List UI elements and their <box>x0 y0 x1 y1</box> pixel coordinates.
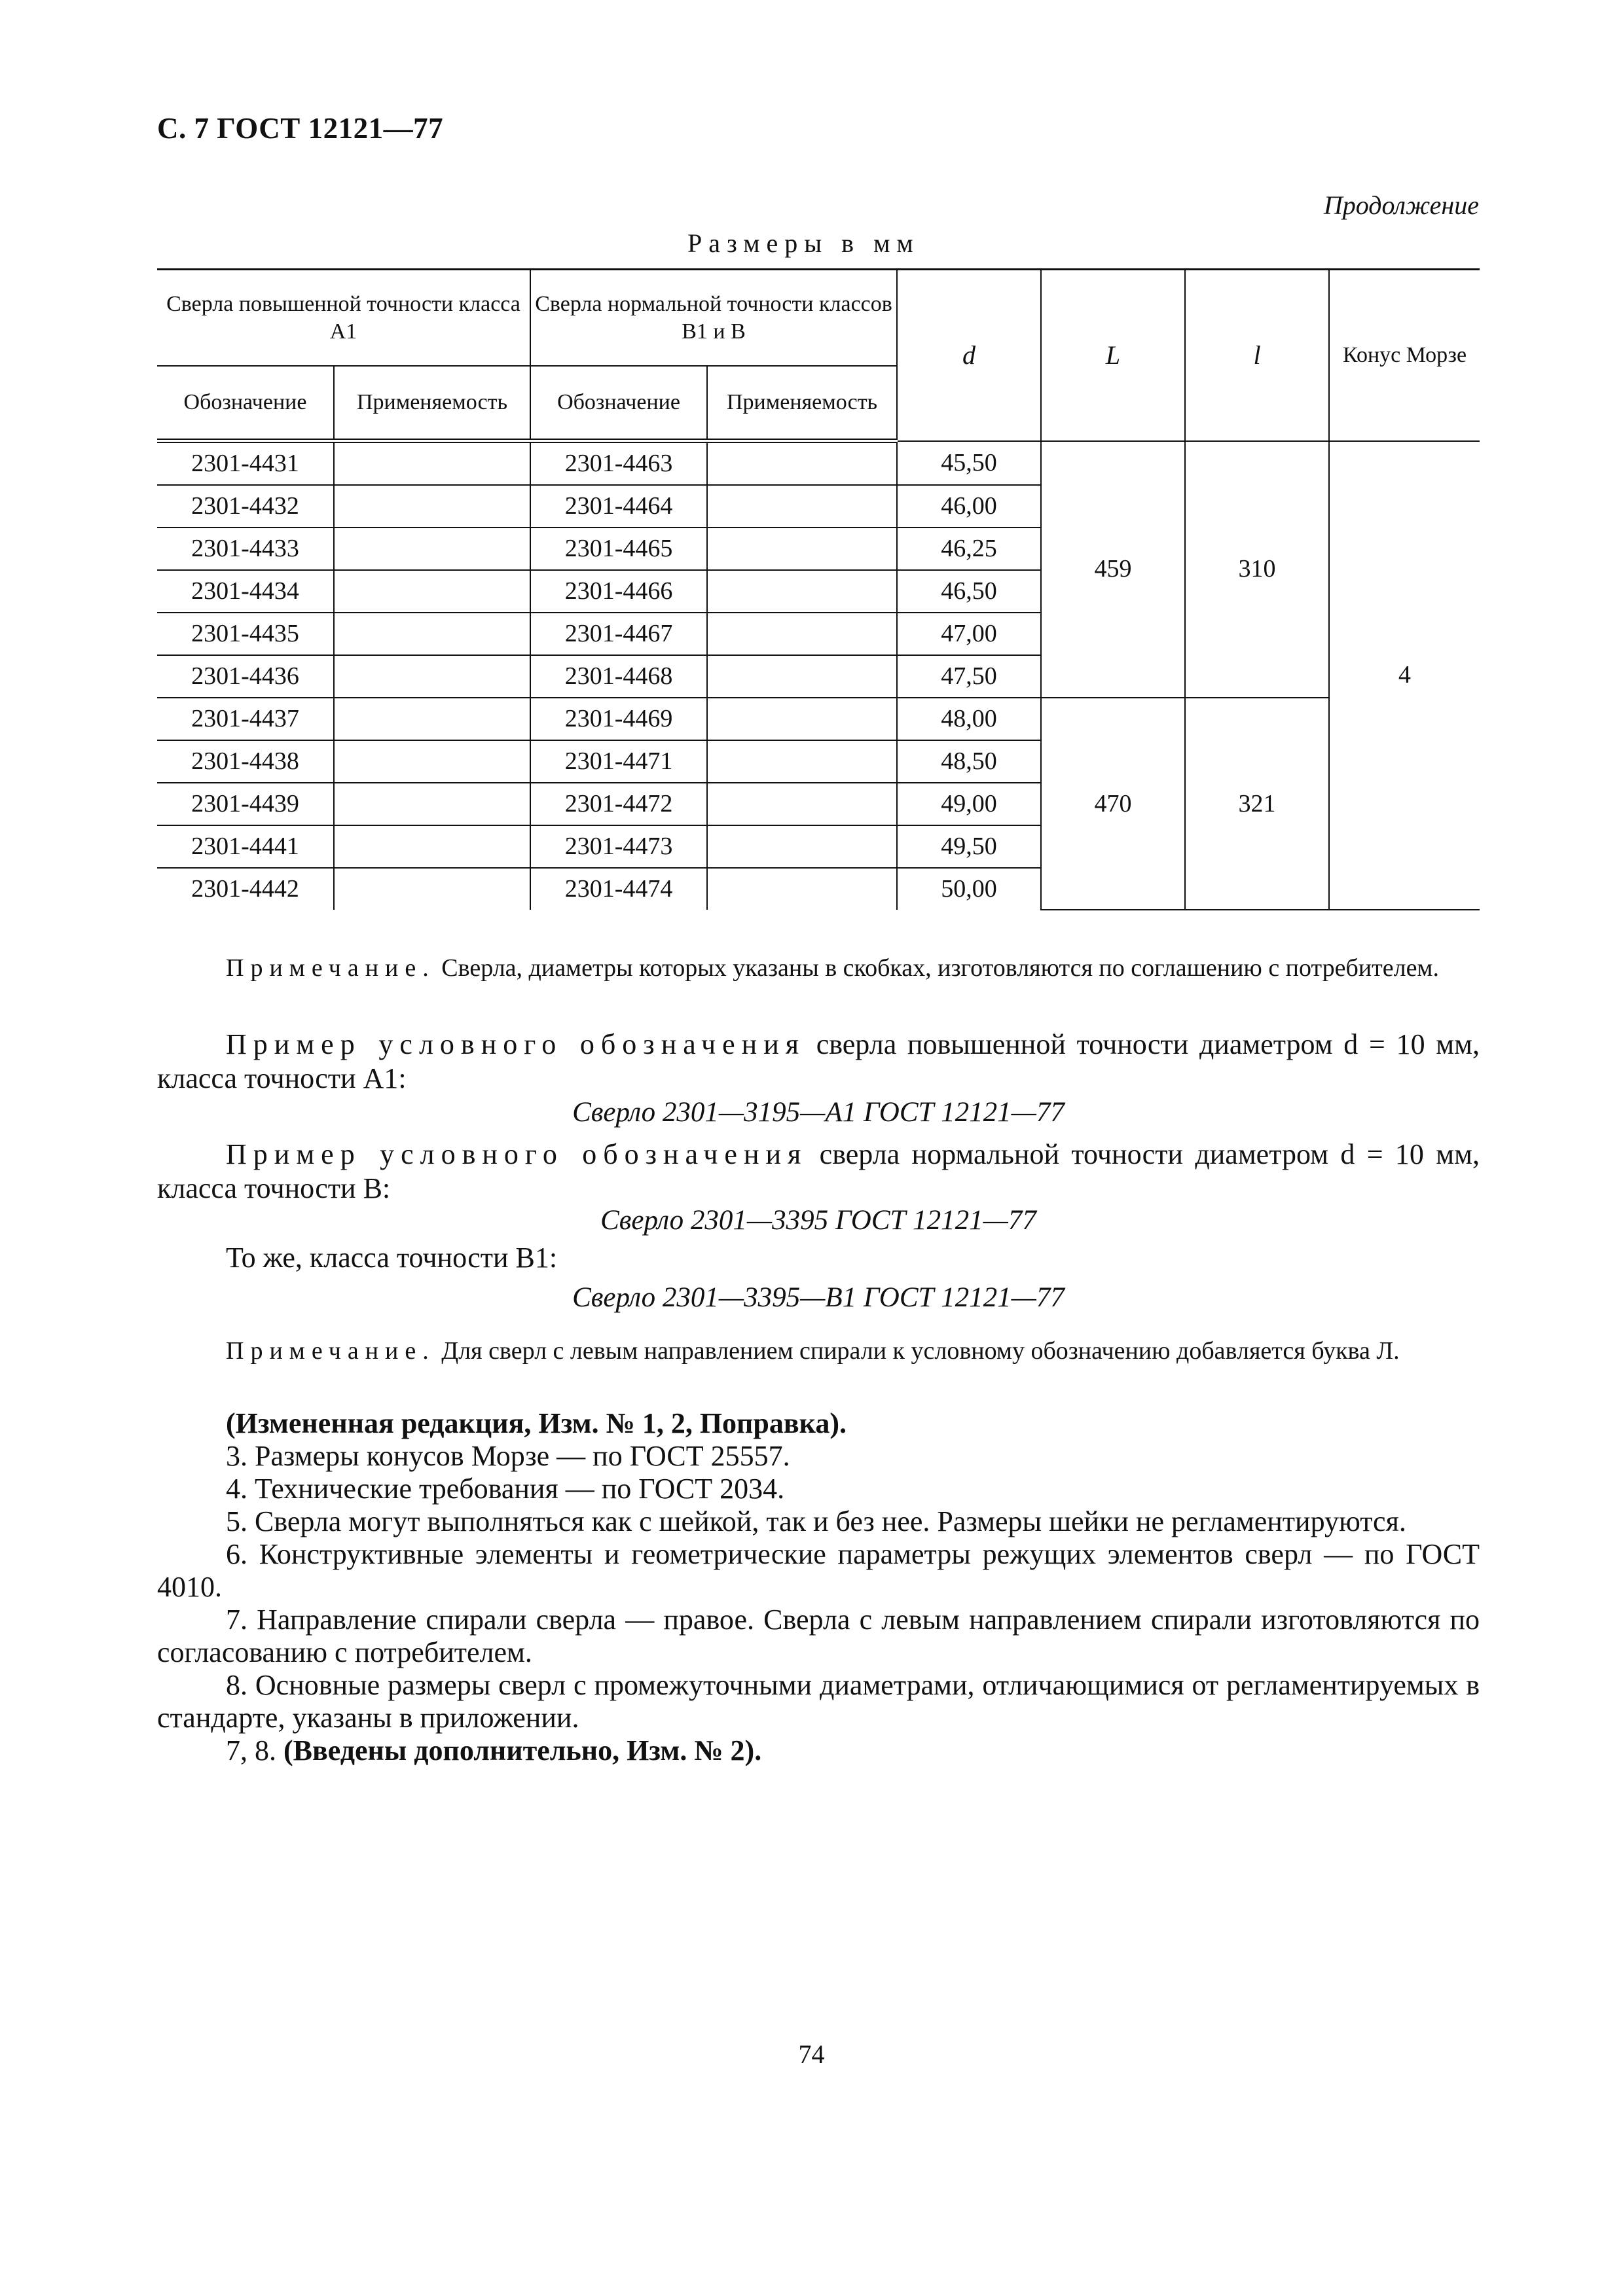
L-cell: 459 <box>1041 441 1185 698</box>
formula-a1: Сверло 2301—3195—А1 ГОСТ 12121—77 <box>572 1097 1065 1128</box>
a1-designation-cell: 2301-4431 <box>157 441 334 486</box>
a1-designation-cell: 2301-4442 <box>157 868 334 910</box>
d-cell: 48,00 <box>897 698 1041 740</box>
a1-applicability-cell <box>334 613 530 655</box>
b-applicability-cell <box>707 441 897 486</box>
b-designation-cell: 2301-4466 <box>530 570 707 613</box>
morse-cone-cell: 4 <box>1329 441 1480 910</box>
header-b-applicability: Применяемость <box>707 366 897 441</box>
example-text: сверла нормальной точности диаметром d = 10 мм, класса точности В: <box>157 1138 1480 1204</box>
a1-applicability-cell <box>334 441 530 486</box>
formula-b: Сверло 2301—3395 ГОСТ 12121—77 <box>600 1205 1036 1236</box>
l-cell: 321 <box>1185 698 1329 910</box>
item-7-8-prefix: 7, 8. <box>226 1734 283 1767</box>
note-left-spiral <box>157 1335 1480 1367</box>
item-7: 7. Направление спирали сверла — правое. Сверла с левым направлением спирали изготовляются по согласованию с потребителем. <box>157 1604 1480 1668</box>
d-cell: 46,50 <box>897 570 1041 613</box>
b-designation-cell: 2301-4474 <box>530 868 707 910</box>
a1-applicability-cell <box>334 698 530 740</box>
b-applicability-cell <box>707 570 897 613</box>
a1-designation-cell: 2301-4439 <box>157 783 334 825</box>
item-6: 6. Конструктивные элементы и геометрические параметры режущих элементов сверл — по ГОСТ 4010. <box>157 1538 1480 1603</box>
b-applicability-cell <box>707 613 897 655</box>
l-cell: 310 <box>1185 441 1329 698</box>
item-5: 5. Сверла могут выполняться как с шейкой, так и без нее. Размеры шейки не регламентируются. <box>226 1505 1406 1537</box>
formula-b1: Сверло 2301—3395—В1 ГОСТ 12121—77 <box>572 1282 1065 1313</box>
table-row <box>157 441 1480 486</box>
d-cell: 46,00 <box>897 485 1041 528</box>
header-b-designation: Обозначение <box>530 366 707 441</box>
d-cell: 47,50 <box>897 655 1041 698</box>
header-morse-cone: Конус Морзе <box>1329 270 1480 441</box>
table-row <box>157 698 1480 740</box>
a1-applicability-cell <box>334 570 530 613</box>
b-designation-cell: 2301-4472 <box>530 783 707 825</box>
d-cell: 49,50 <box>897 825 1041 868</box>
a1-applicability-cell <box>334 783 530 825</box>
note-text: Для сверл с левым направлением спирали к условному обозначению добавляется буква Л. <box>435 1337 1400 1365</box>
example-label: Пример условного обозначения <box>226 1138 808 1170</box>
header-a1-applicability: Применяемость <box>334 366 530 441</box>
a1-designation-cell: 2301-4434 <box>157 570 334 613</box>
a1-designation-cell: 2301-4432 <box>157 485 334 528</box>
L-cell: 470 <box>1041 698 1185 910</box>
b-applicability-cell <box>707 698 897 740</box>
drill-dimensions-table <box>157 268 1480 910</box>
header-a1-designation: Обозначение <box>157 366 334 441</box>
d-cell: 45,50 <box>897 441 1041 486</box>
a1-designation-cell: 2301-4437 <box>157 698 334 740</box>
b-applicability-cell <box>707 485 897 528</box>
b-designation-cell: 2301-4468 <box>530 655 707 698</box>
a1-designation-cell: 2301-4441 <box>157 825 334 868</box>
b-applicability-cell <box>707 783 897 825</box>
note-label: Примечание. <box>226 1337 435 1365</box>
b-designation-cell: 2301-4463 <box>530 441 707 486</box>
d-cell: 49,00 <box>897 783 1041 825</box>
a1-applicability-cell <box>334 825 530 868</box>
example-a1 <box>157 1028 1480 1096</box>
b-designation-cell: 2301-4473 <box>530 825 707 868</box>
example-text: сверла повышенной точности диаметром d = 10 мм, класса точности А1: <box>157 1028 1480 1094</box>
item-7-8-bold: (Введены дополнительно, Изм. № 2). <box>283 1734 762 1767</box>
d-cell: 48,50 <box>897 740 1041 783</box>
d-cell: 46,25 <box>897 528 1041 570</box>
b-applicability-cell <box>707 825 897 868</box>
a1-applicability-cell <box>334 868 530 910</box>
header-l: l <box>1185 270 1329 441</box>
example-b <box>157 1138 1480 1206</box>
b-designation-cell: 2301-4464 <box>530 485 707 528</box>
b-designation-cell: 2301-4467 <box>530 613 707 655</box>
header-group-a1: Сверла повышенной точности класса А1 <box>157 270 530 367</box>
same-b1: То же, класса точности В1: <box>226 1242 558 1274</box>
a1-designation-cell: 2301-4436 <box>157 655 334 698</box>
page-header: С. 7 ГОСТ 12121—77 <box>157 112 444 145</box>
b-applicability-cell <box>707 868 897 910</box>
item-7-8 <box>157 1734 1480 1767</box>
a1-applicability-cell <box>334 740 530 783</box>
d-cell: 50,00 <box>897 868 1041 910</box>
note-text: Сверла, диаметры которых указаны в скобках, изготовляются по соглашению с потребителем. <box>435 954 1439 982</box>
header-d: d <box>897 270 1041 441</box>
a1-designation-cell: 2301-4435 <box>157 613 334 655</box>
revised-note: (Измененная редакция, Изм. № 1, 2, Поправка). <box>226 1407 847 1439</box>
d-cell: 47,00 <box>897 613 1041 655</box>
a1-applicability-cell <box>334 655 530 698</box>
b-applicability-cell <box>707 655 897 698</box>
a1-designation-cell: 2301-4438 <box>157 740 334 783</box>
a1-designation-cell: 2301-4433 <box>157 528 334 570</box>
page-number: 74 <box>798 2039 825 2069</box>
item-4: 4. Технические требования — по ГОСТ 2034. <box>226 1473 785 1505</box>
b-designation-cell: 2301-4469 <box>530 698 707 740</box>
b-applicability-cell <box>707 740 897 783</box>
header-L: L <box>1041 270 1185 441</box>
note-brackets <box>157 952 1480 984</box>
a1-applicability-cell <box>334 528 530 570</box>
b-designation-cell: 2301-4465 <box>530 528 707 570</box>
note-label: Примечание. <box>226 954 435 982</box>
b-designation-cell: 2301-4471 <box>530 740 707 783</box>
item-8: 8. Основные размеры сверл с промежуточными диаметрами, отличающимися от регламентируемых в стандарте, указаны в приложении. <box>157 1669 1480 1734</box>
a1-applicability-cell <box>334 485 530 528</box>
header-group-b: Сверла нормальной точности классов В1 и В <box>530 270 897 367</box>
example-label: Пример условного обозначения <box>226 1028 805 1060</box>
item-3: 3. Размеры конусов Морзе — по ГОСТ 25557. <box>226 1440 790 1472</box>
b-applicability-cell <box>707 528 897 570</box>
continuation-label: Продолжение <box>1323 190 1479 220</box>
units-caption: Размеры в мм <box>687 228 920 258</box>
